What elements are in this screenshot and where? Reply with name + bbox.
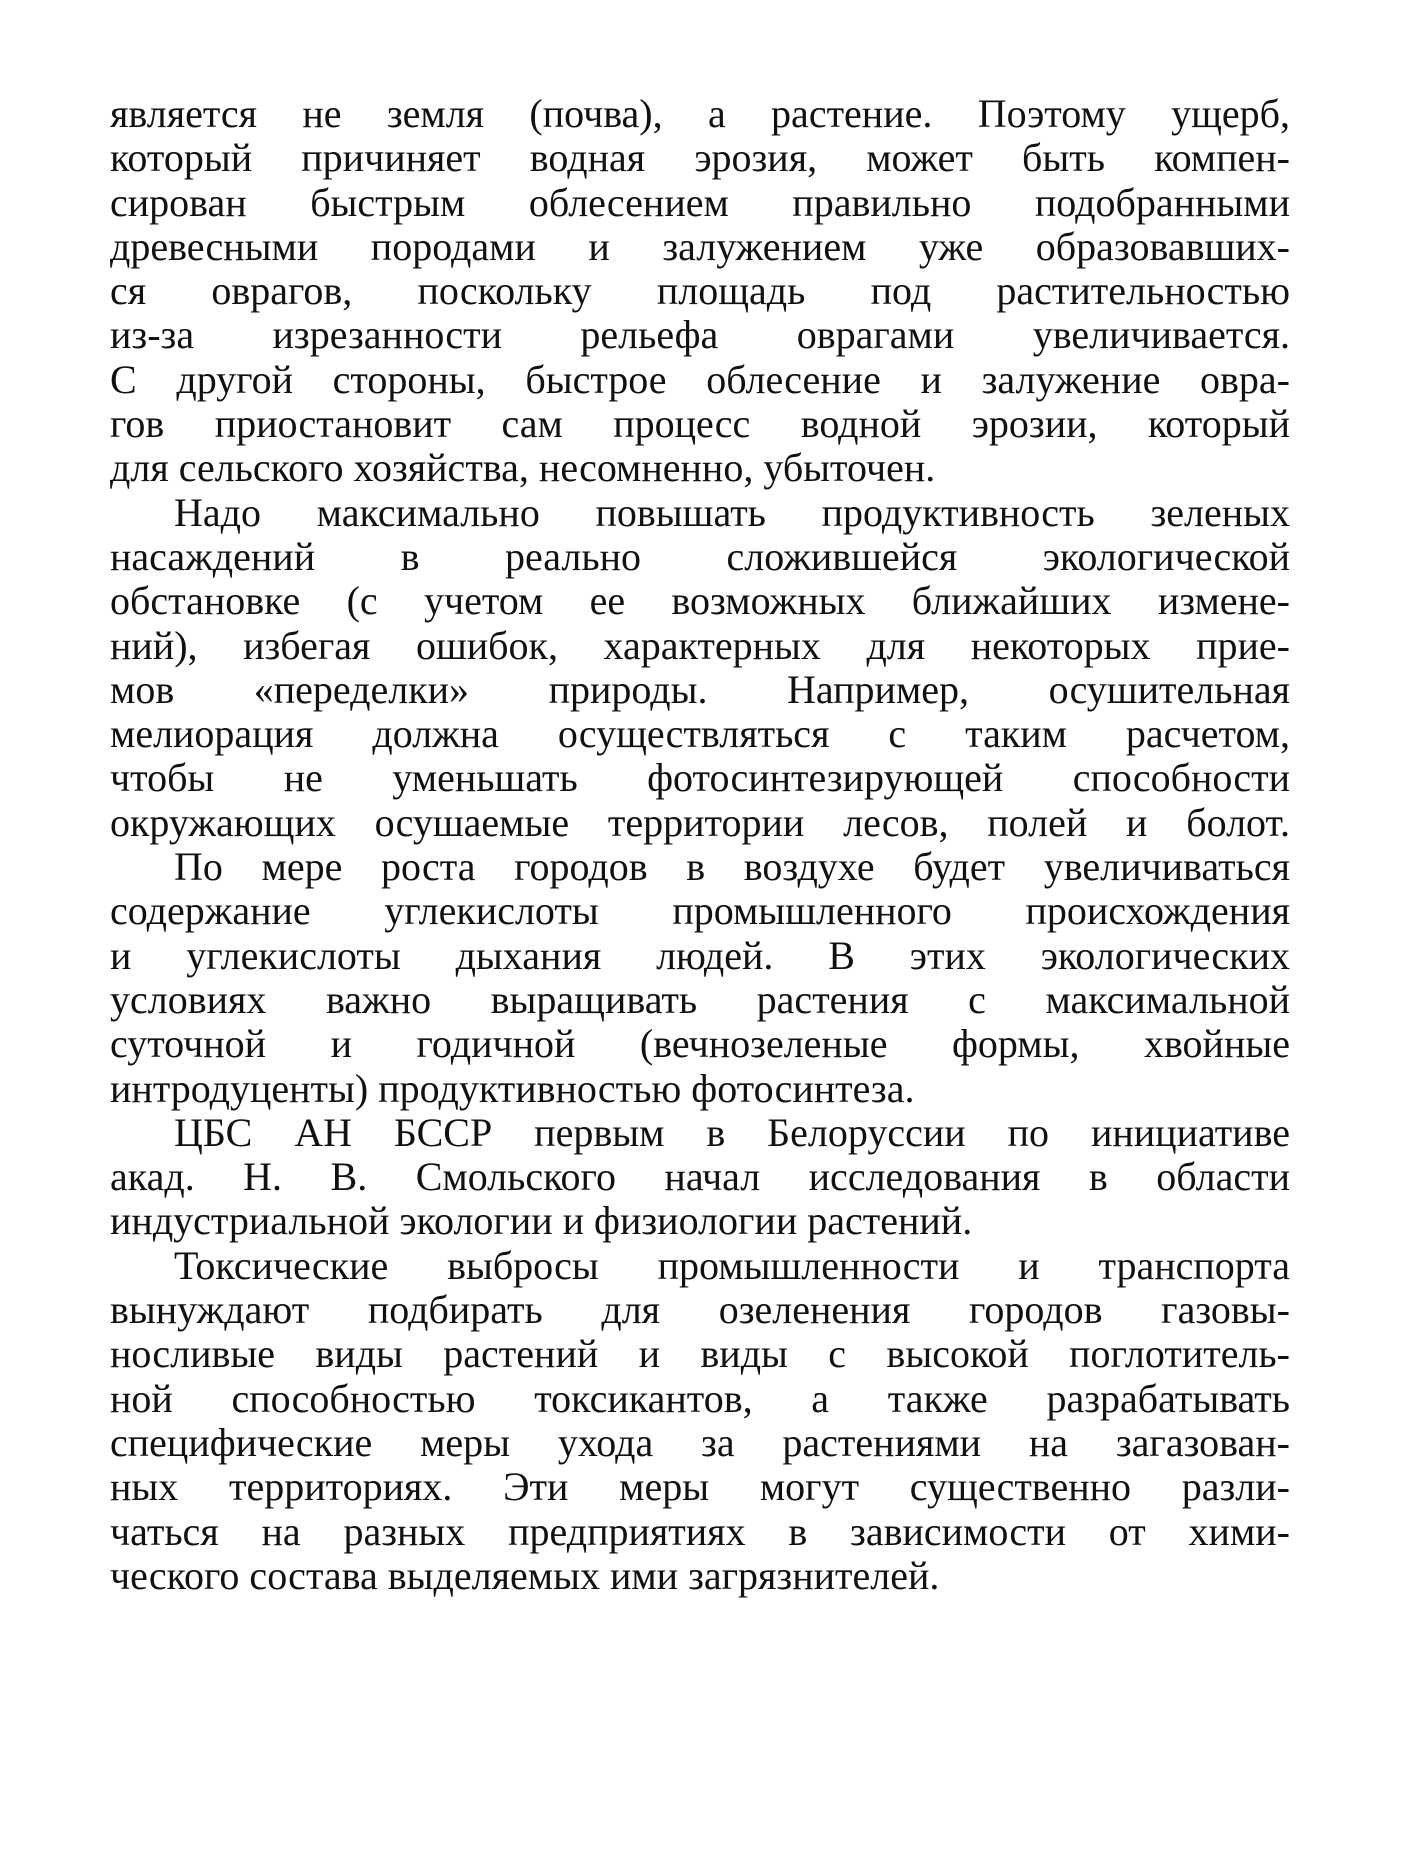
text-line: ческого состава выделяемых ими загрязнителей. bbox=[110, 1553, 940, 1598]
text-line: мелиорация должна осуществляться с таким расчетом, bbox=[110, 712, 1290, 757]
text-line: ЦБС АН БССР первым в Белоруссии по инициативе bbox=[174, 1110, 1290, 1155]
text-line: ной способностью токсикантов, а также разрабатывать bbox=[110, 1376, 1290, 1421]
text-line: акад. Н. В. Смольского начал исследования в области bbox=[110, 1155, 1290, 1200]
text-line: и углекислоты дыхания людей. В этих экологических bbox=[110, 933, 1290, 978]
text-line: ний), избегая ошибок, характерных для некоторых прие- bbox=[110, 623, 1290, 668]
paragraph-1 bbox=[110, 92, 1290, 491]
text-line: окружающих осушаемые территории лесов, полей и болот. bbox=[110, 800, 1290, 845]
text-line: носливые виды растений и виды с высокой поглотитель- bbox=[110, 1332, 1290, 1377]
page-body bbox=[110, 92, 1290, 1598]
text-line: содержание углекислоты промышленного происхождения bbox=[110, 889, 1290, 934]
text-line: ся оврагов, поскольку площадь под растительностью bbox=[110, 269, 1290, 314]
text-line: чаться на разных предприятиях в зависимости от хими- bbox=[110, 1509, 1290, 1554]
text-line: индустриальной экологии и физиологии растений. bbox=[110, 1199, 973, 1244]
text-line: условиях важно выращивать растения с максимальной bbox=[110, 977, 1290, 1022]
text-line: вынуждают подбирать для озеленения городов газовы- bbox=[110, 1288, 1290, 1333]
text-line: Надо максимально повышать продуктивность зеленых bbox=[174, 490, 1290, 535]
paragraph-2 bbox=[110, 491, 1290, 845]
text-line: По мере роста городов в воздухе будет увеличиваться bbox=[174, 845, 1290, 890]
text-line: специфические меры ухода за растениями на загазован- bbox=[110, 1420, 1290, 1465]
text-line: Токсические выбросы промышленности и транспорта bbox=[174, 1243, 1290, 1288]
paragraph-3 bbox=[110, 845, 1290, 1111]
text-line: который причиняет водная эрозия, может быть компен- bbox=[110, 136, 1290, 181]
paragraph-5 bbox=[110, 1244, 1290, 1598]
text-line: гов приостановит сам процесс водной эрозии, который bbox=[110, 402, 1290, 447]
text-line: обстановке (с учетом ее возможных ближайших измене- bbox=[110, 579, 1290, 624]
paragraph-4 bbox=[110, 1111, 1290, 1244]
text-line: из-за изрезанности рельефа оврагами увеличивается. bbox=[110, 313, 1290, 358]
text-line: мов «переделки» природы. Например, осушительная bbox=[110, 667, 1290, 712]
text-line: суточной и годичной (вечнозеленые формы, хвойные bbox=[110, 1022, 1290, 1067]
text-line: для сельского хозяйства, несомненно, убыточен. bbox=[110, 446, 936, 491]
text-line: сирован быстрым облесением правильно подобранными bbox=[110, 180, 1290, 225]
text-line: чтобы не уменьшать фотосинтезирующей способности bbox=[110, 756, 1290, 801]
text-line: интродуценты) продуктивностью фотосинтеза. bbox=[110, 1066, 915, 1111]
text-line: насаждений в реально сложившейся экологической bbox=[110, 534, 1290, 579]
text-line: ных территориях. Эти меры могут существенно разли- bbox=[110, 1465, 1290, 1510]
text-line: С другой стороны, быстрое облесение и залужение овра- bbox=[110, 357, 1290, 402]
text-line: древесными породами и залужением уже образовавших- bbox=[110, 224, 1290, 269]
text-line: является не земля (почва), а растение. Поэтому ущерб, bbox=[110, 92, 1290, 136]
